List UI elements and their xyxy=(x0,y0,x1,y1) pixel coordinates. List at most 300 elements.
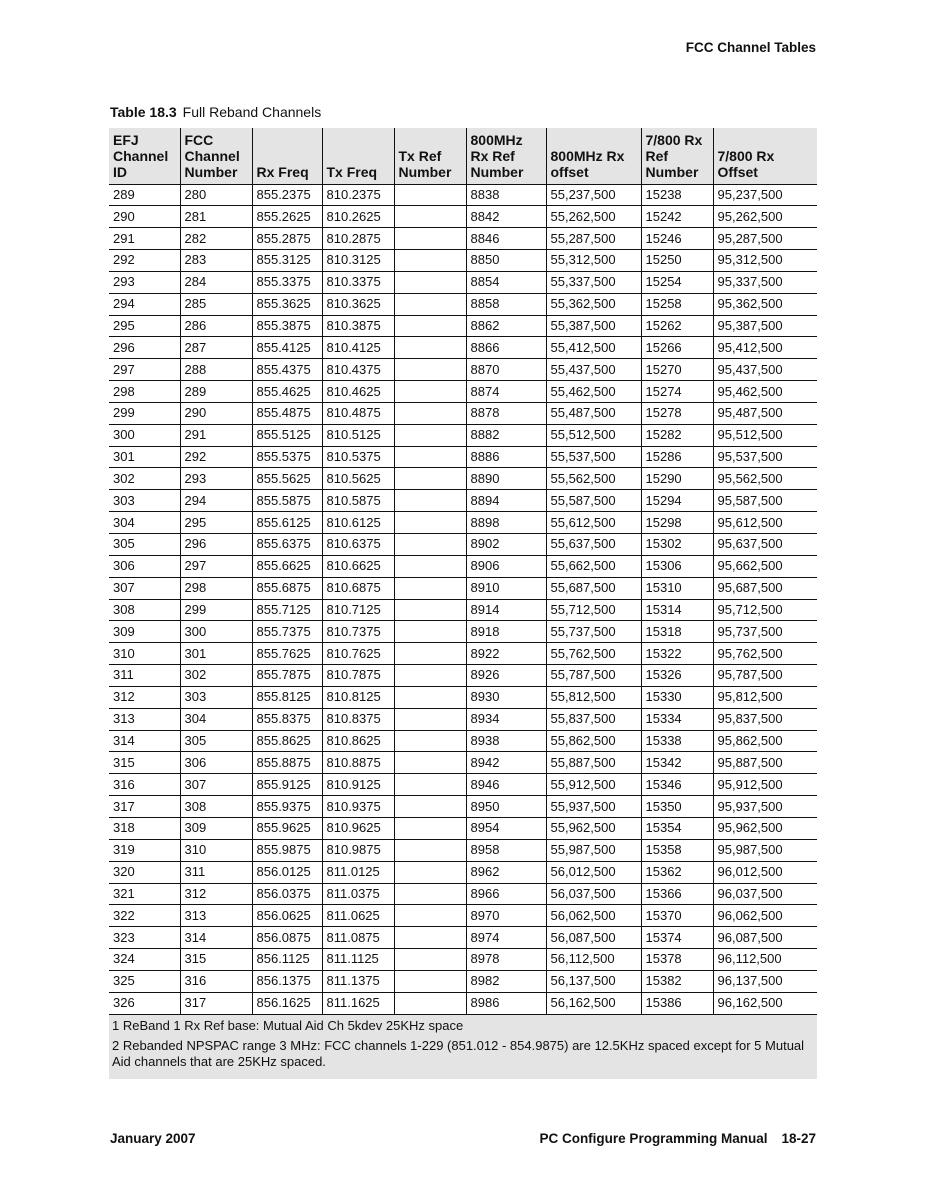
table-cell: 290 xyxy=(180,402,252,424)
table-cell: 8898 xyxy=(466,512,546,534)
table-cell: 8862 xyxy=(466,315,546,337)
table-cell xyxy=(394,970,466,992)
table-cell xyxy=(394,686,466,708)
table-cell: 8958 xyxy=(466,839,546,861)
table-cell: 55,762,500 xyxy=(546,643,641,665)
table-row xyxy=(109,927,817,949)
table-cell: 56,162,500 xyxy=(546,992,641,1014)
table-cell: 855.9125 xyxy=(252,774,322,796)
table-cell: 312 xyxy=(180,883,252,905)
table-cell: 810.9875 xyxy=(322,839,394,861)
table-cell xyxy=(394,359,466,381)
table-row xyxy=(109,337,817,359)
table-cell xyxy=(394,752,466,774)
table-cell: 313 xyxy=(180,905,252,927)
table-cell: 810.7375 xyxy=(322,621,394,643)
table-cell: 95,312,500 xyxy=(713,250,817,272)
table-cell: 291 xyxy=(180,424,252,446)
table-row xyxy=(109,621,817,643)
table-cell: 310 xyxy=(180,839,252,861)
table-title: Full Reband Channels xyxy=(182,104,322,120)
table-cell: 95,662,500 xyxy=(713,555,817,577)
table-cell: 55,612,500 xyxy=(546,512,641,534)
table-cell: 15250 xyxy=(641,250,713,272)
table-cell: 309 xyxy=(109,621,180,643)
table-row xyxy=(109,555,817,577)
table-cell: 8850 xyxy=(466,250,546,272)
table-cell: 855.3875 xyxy=(252,315,322,337)
table-cell: 810.8125 xyxy=(322,686,394,708)
table-cell: 855.2875 xyxy=(252,228,322,250)
table-row xyxy=(109,643,817,665)
column-header: 800MHz Rx offset xyxy=(546,128,641,184)
table-cell: 308 xyxy=(180,796,252,818)
table-cell: 55,737,500 xyxy=(546,621,641,643)
table-cell: 8922 xyxy=(466,643,546,665)
table-cell: 96,087,500 xyxy=(713,927,817,949)
table-cell: 55,812,500 xyxy=(546,686,641,708)
table-cell: 15378 xyxy=(641,949,713,971)
table-cell: 317 xyxy=(180,992,252,1014)
table-cell: 55,437,500 xyxy=(546,359,641,381)
channel-table xyxy=(109,128,817,1015)
table-cell: 55,987,500 xyxy=(546,839,641,861)
table-cell: 855.9375 xyxy=(252,796,322,818)
table-cell: 95,687,500 xyxy=(713,577,817,599)
table-cell: 810.3375 xyxy=(322,271,394,293)
table-cell: 303 xyxy=(109,490,180,512)
table-cell: 15330 xyxy=(641,686,713,708)
table-cell: 314 xyxy=(109,730,180,752)
table-cell: 321 xyxy=(109,883,180,905)
table-cell: 15354 xyxy=(641,817,713,839)
table-row xyxy=(109,271,817,293)
table-cell: 8858 xyxy=(466,293,546,315)
table-cell: 281 xyxy=(180,206,252,228)
table-cell: 8930 xyxy=(466,686,546,708)
table-cell: 326 xyxy=(109,992,180,1014)
table-cell: 855.3375 xyxy=(252,271,322,293)
table-cell: 55,837,500 xyxy=(546,708,641,730)
table-cell: 8946 xyxy=(466,774,546,796)
table-cell: 8882 xyxy=(466,424,546,446)
table-cell: 95,612,500 xyxy=(713,512,817,534)
table-row xyxy=(109,424,817,446)
table-cell: 8894 xyxy=(466,490,546,512)
table-cell: 810.6375 xyxy=(322,534,394,556)
footer-page-number: 18-27 xyxy=(781,1131,816,1146)
table-cell xyxy=(394,599,466,621)
table-cell: 15306 xyxy=(641,555,713,577)
column-header: 7/800 Rx Ref Number xyxy=(641,128,713,184)
table-cell: 56,087,500 xyxy=(546,927,641,949)
table-cell: 856.1125 xyxy=(252,949,322,971)
table-cell: 15358 xyxy=(641,839,713,861)
table-cell: 811.1125 xyxy=(322,949,394,971)
table-cell: 15370 xyxy=(641,905,713,927)
table-cell: 8970 xyxy=(466,905,546,927)
table-cell: 304 xyxy=(109,512,180,534)
table-cell: 15338 xyxy=(641,730,713,752)
table-cell: 15326 xyxy=(641,665,713,687)
table-note: 1 ReBand 1 Rx Ref base: Mutual Aid Ch 5kdev 25KHz space xyxy=(112,1017,464,1033)
table-cell: 305 xyxy=(180,730,252,752)
table-cell: 55,287,500 xyxy=(546,228,641,250)
table-cell xyxy=(394,402,466,424)
table-cell: 298 xyxy=(180,577,252,599)
table-row xyxy=(109,402,817,424)
table-cell: 15362 xyxy=(641,861,713,883)
table-cell: 855.6875 xyxy=(252,577,322,599)
table-cell: 96,112,500 xyxy=(713,949,817,971)
table-cell: 96,062,500 xyxy=(713,905,817,927)
table-note: 2 Rebanded NPSPAC range 3 MHz: FCC channels 1-229 (851.012 - 854.9875) are 12.5KHz spaced except for 5 Mutual Aid channels that are 25KHz spaced. xyxy=(112,1037,805,1069)
table-cell: 855.7125 xyxy=(252,599,322,621)
table-cell: 811.0125 xyxy=(322,861,394,883)
table-cell: 320 xyxy=(109,861,180,883)
table-cell: 810.7875 xyxy=(322,665,394,687)
table-cell: 8954 xyxy=(466,817,546,839)
table-cell: 322 xyxy=(109,905,180,927)
table-row xyxy=(109,752,817,774)
table-cell: 56,062,500 xyxy=(546,905,641,927)
table-cell: 810.7125 xyxy=(322,599,394,621)
table-cell: 315 xyxy=(109,752,180,774)
table-cell: 855.8125 xyxy=(252,686,322,708)
table-cell: 810.7625 xyxy=(322,643,394,665)
table-cell: 95,712,500 xyxy=(713,599,817,621)
table-cell: 15366 xyxy=(641,883,713,905)
table-cell: 95,362,500 xyxy=(713,293,817,315)
table-cell: 55,587,500 xyxy=(546,490,641,512)
table-cell: 287 xyxy=(180,337,252,359)
table-cell: 855.6375 xyxy=(252,534,322,556)
table-row xyxy=(109,796,817,818)
table-cell xyxy=(394,839,466,861)
table-cell: 856.1625 xyxy=(252,992,322,1014)
table-cell: 15342 xyxy=(641,752,713,774)
table-cell: 55,887,500 xyxy=(546,752,641,774)
table-cell: 810.8875 xyxy=(322,752,394,774)
table-cell: 8942 xyxy=(466,752,546,774)
table-cell: 55,687,500 xyxy=(546,577,641,599)
table-cell: 810.6625 xyxy=(322,555,394,577)
table-cell: 96,162,500 xyxy=(713,992,817,1014)
table-cell: 95,487,500 xyxy=(713,402,817,424)
table-cell: 810.3625 xyxy=(322,293,394,315)
table-cell: 95,562,500 xyxy=(713,468,817,490)
table-cell: 283 xyxy=(180,250,252,272)
table-cell xyxy=(394,883,466,905)
table-cell: 15350 xyxy=(641,796,713,818)
table-row xyxy=(109,817,817,839)
table-row xyxy=(109,293,817,315)
table-cell: 294 xyxy=(180,490,252,512)
table-cell: 15318 xyxy=(641,621,713,643)
table-cell: 8910 xyxy=(466,577,546,599)
table-cell: 295 xyxy=(180,512,252,534)
table-row xyxy=(109,708,817,730)
table-cell: 8918 xyxy=(466,621,546,643)
table-cell: 15254 xyxy=(641,271,713,293)
table-cell: 855.7875 xyxy=(252,665,322,687)
table-cell: 95,837,500 xyxy=(713,708,817,730)
table-cell: 15382 xyxy=(641,970,713,992)
table-cell: 15278 xyxy=(641,402,713,424)
section-title: FCC Channel Tables xyxy=(685,40,816,55)
table-cell: 8966 xyxy=(466,883,546,905)
table-cell: 313 xyxy=(109,708,180,730)
table-cell xyxy=(394,905,466,927)
table-cell: 8950 xyxy=(466,796,546,818)
table-cell: 55,862,500 xyxy=(546,730,641,752)
table-caption xyxy=(110,104,321,120)
table-cell: 855.4125 xyxy=(252,337,322,359)
table-cell: 15290 xyxy=(641,468,713,490)
table-cell: 810.4875 xyxy=(322,402,394,424)
table-cell: 8938 xyxy=(466,730,546,752)
table-header-row xyxy=(109,128,817,184)
table-cell: 855.8625 xyxy=(252,730,322,752)
table-cell: 95,512,500 xyxy=(713,424,817,446)
table-cell: 855.9625 xyxy=(252,817,322,839)
table-cell: 95,337,500 xyxy=(713,271,817,293)
table-cell: 298 xyxy=(109,381,180,403)
table-cell: 810.6875 xyxy=(322,577,394,599)
table-cell: 56,012,500 xyxy=(546,861,641,883)
footer-date: January 2007 xyxy=(110,1131,196,1146)
table-row xyxy=(109,992,817,1014)
column-header: 7/800 Rx Offset xyxy=(713,128,817,184)
table-cell: 811.0875 xyxy=(322,927,394,949)
table-cell: 55,487,500 xyxy=(546,402,641,424)
column-header: EFJ Channel ID xyxy=(109,128,180,184)
table-cell: 15302 xyxy=(641,534,713,556)
table-cell xyxy=(394,468,466,490)
table-cell xyxy=(394,730,466,752)
table-row xyxy=(109,250,817,272)
table-cell: 324 xyxy=(109,949,180,971)
table-row xyxy=(109,599,817,621)
table-cell: 810.4375 xyxy=(322,359,394,381)
table-row xyxy=(109,774,817,796)
table-cell: 855.7375 xyxy=(252,621,322,643)
table-cell xyxy=(394,337,466,359)
table-cell: 95,737,500 xyxy=(713,621,817,643)
table-cell: 810.5875 xyxy=(322,490,394,512)
table-cell: 280 xyxy=(180,184,252,206)
table-cell: 810.2375 xyxy=(322,184,394,206)
table-cell: 309 xyxy=(180,817,252,839)
table-cell xyxy=(394,381,466,403)
table-cell: 855.2375 xyxy=(252,184,322,206)
footer-manual xyxy=(539,1131,816,1146)
table-cell: 811.0375 xyxy=(322,883,394,905)
table-cell: 315 xyxy=(180,949,252,971)
table-cell: 810.5375 xyxy=(322,446,394,468)
table-cell: 8838 xyxy=(466,184,546,206)
table-cell: 810.5125 xyxy=(322,424,394,446)
table-cell: 55,537,500 xyxy=(546,446,641,468)
table-cell xyxy=(394,293,466,315)
table-cell: 299 xyxy=(180,599,252,621)
table-cell: 306 xyxy=(180,752,252,774)
table-cell: 8978 xyxy=(466,949,546,971)
table-cell: 8874 xyxy=(466,381,546,403)
table-cell: 308 xyxy=(109,599,180,621)
table-cell: 55,362,500 xyxy=(546,293,641,315)
table-cell: 8914 xyxy=(466,599,546,621)
table-cell: 55,412,500 xyxy=(546,337,641,359)
table-cell: 96,012,500 xyxy=(713,861,817,883)
table-cell: 95,462,500 xyxy=(713,381,817,403)
table-cell: 810.2625 xyxy=(322,206,394,228)
table-cell: 325 xyxy=(109,970,180,992)
table-cell: 855.6625 xyxy=(252,555,322,577)
table-cell: 15238 xyxy=(641,184,713,206)
table-cell: 810.4625 xyxy=(322,381,394,403)
table-row xyxy=(109,577,817,599)
table-cell: 8866 xyxy=(466,337,546,359)
table-cell: 95,237,500 xyxy=(713,184,817,206)
table-cell: 55,562,500 xyxy=(546,468,641,490)
table-cell: 95,437,500 xyxy=(713,359,817,381)
table-row xyxy=(109,512,817,534)
table-cell: 95,862,500 xyxy=(713,730,817,752)
table-cell xyxy=(394,949,466,971)
table-cell: 95,287,500 xyxy=(713,228,817,250)
table-row xyxy=(109,315,817,337)
table-cell xyxy=(394,861,466,883)
table-cell: 8982 xyxy=(466,970,546,992)
table-row xyxy=(109,381,817,403)
table-cell: 292 xyxy=(109,250,180,272)
column-header: Tx Ref Number xyxy=(394,128,466,184)
table-cell: 55,662,500 xyxy=(546,555,641,577)
table-cell: 55,462,500 xyxy=(546,381,641,403)
column-header: FCC Channel Number xyxy=(180,128,252,184)
table-cell: 312 xyxy=(109,686,180,708)
table-cell: 855.3125 xyxy=(252,250,322,272)
table-cell: 855.4625 xyxy=(252,381,322,403)
table-cell: 8902 xyxy=(466,534,546,556)
table-cell: 855.5625 xyxy=(252,468,322,490)
table-cell: 856.1375 xyxy=(252,970,322,992)
table-cell: 95,987,500 xyxy=(713,839,817,861)
table-cell: 855.5125 xyxy=(252,424,322,446)
table-cell xyxy=(394,665,466,687)
table-cell: 314 xyxy=(180,927,252,949)
table-cell: 55,637,500 xyxy=(546,534,641,556)
table-cell: 294 xyxy=(109,293,180,315)
table-cell: 15314 xyxy=(641,599,713,621)
table-cell: 96,037,500 xyxy=(713,883,817,905)
table-cell: 15266 xyxy=(641,337,713,359)
table-cell: 8974 xyxy=(466,927,546,949)
table-cell: 302 xyxy=(180,665,252,687)
table-row xyxy=(109,359,817,381)
table-cell: 15246 xyxy=(641,228,713,250)
table-cell: 310 xyxy=(109,643,180,665)
table-cell: 282 xyxy=(180,228,252,250)
table-cell: 55,337,500 xyxy=(546,271,641,293)
table-cell: 95,637,500 xyxy=(713,534,817,556)
table-cell: 810.9375 xyxy=(322,796,394,818)
table-cell xyxy=(394,927,466,949)
table-cell: 855.8875 xyxy=(252,752,322,774)
table-cell: 297 xyxy=(109,359,180,381)
table-cell: 810.9625 xyxy=(322,817,394,839)
table-cell: 297 xyxy=(180,555,252,577)
table-row xyxy=(109,970,817,992)
table-cell: 286 xyxy=(180,315,252,337)
table-cell: 15294 xyxy=(641,490,713,512)
table-cell: 293 xyxy=(109,271,180,293)
table-cell: 95,762,500 xyxy=(713,643,817,665)
table-cell: 8890 xyxy=(466,468,546,490)
table-cell: 95,812,500 xyxy=(713,686,817,708)
table-cell: 810.8625 xyxy=(322,730,394,752)
table-cell: 855.5375 xyxy=(252,446,322,468)
table-cell: 855.8375 xyxy=(252,708,322,730)
table-cell xyxy=(394,184,466,206)
column-header: 800MHz Rx Ref Number xyxy=(466,128,546,184)
table-cell: 56,137,500 xyxy=(546,970,641,992)
table-cell: 810.3125 xyxy=(322,250,394,272)
table-container xyxy=(109,128,817,1079)
table-cell: 292 xyxy=(180,446,252,468)
table-cell: 55,962,500 xyxy=(546,817,641,839)
table-cell: 311 xyxy=(180,861,252,883)
table-row xyxy=(109,949,817,971)
table-cell: 855.2625 xyxy=(252,206,322,228)
table-cell xyxy=(394,992,466,1014)
table-cell xyxy=(394,621,466,643)
table-cell: 301 xyxy=(180,643,252,665)
table-cell: 855.5875 xyxy=(252,490,322,512)
table-cell xyxy=(394,774,466,796)
table-cell: 8986 xyxy=(466,992,546,1014)
table-cell: 15386 xyxy=(641,992,713,1014)
table-cell: 8878 xyxy=(466,402,546,424)
table-cell: 319 xyxy=(109,839,180,861)
table-cell: 305 xyxy=(109,534,180,556)
table-cell: 95,962,500 xyxy=(713,817,817,839)
table-cell: 15282 xyxy=(641,424,713,446)
table-row xyxy=(109,206,817,228)
table-cell: 317 xyxy=(109,796,180,818)
table-cell: 811.1625 xyxy=(322,992,394,1014)
table-cell: 15262 xyxy=(641,315,713,337)
table-row xyxy=(109,490,817,512)
table-cell: 318 xyxy=(109,817,180,839)
table-cell: 55,262,500 xyxy=(546,206,641,228)
table-cell: 855.7625 xyxy=(252,643,322,665)
table-cell xyxy=(394,271,466,293)
table-cell: 289 xyxy=(109,184,180,206)
table-cell: 55,512,500 xyxy=(546,424,641,446)
table-cell: 811.0625 xyxy=(322,905,394,927)
table-cell: 296 xyxy=(180,534,252,556)
table-cell xyxy=(394,577,466,599)
table-cell: 295 xyxy=(109,315,180,337)
table-cell: 293 xyxy=(180,468,252,490)
table-cell: 95,262,500 xyxy=(713,206,817,228)
table-cell: 55,787,500 xyxy=(546,665,641,687)
column-header: Rx Freq xyxy=(252,128,322,184)
table-cell: 8846 xyxy=(466,228,546,250)
table-cell: 300 xyxy=(109,424,180,446)
